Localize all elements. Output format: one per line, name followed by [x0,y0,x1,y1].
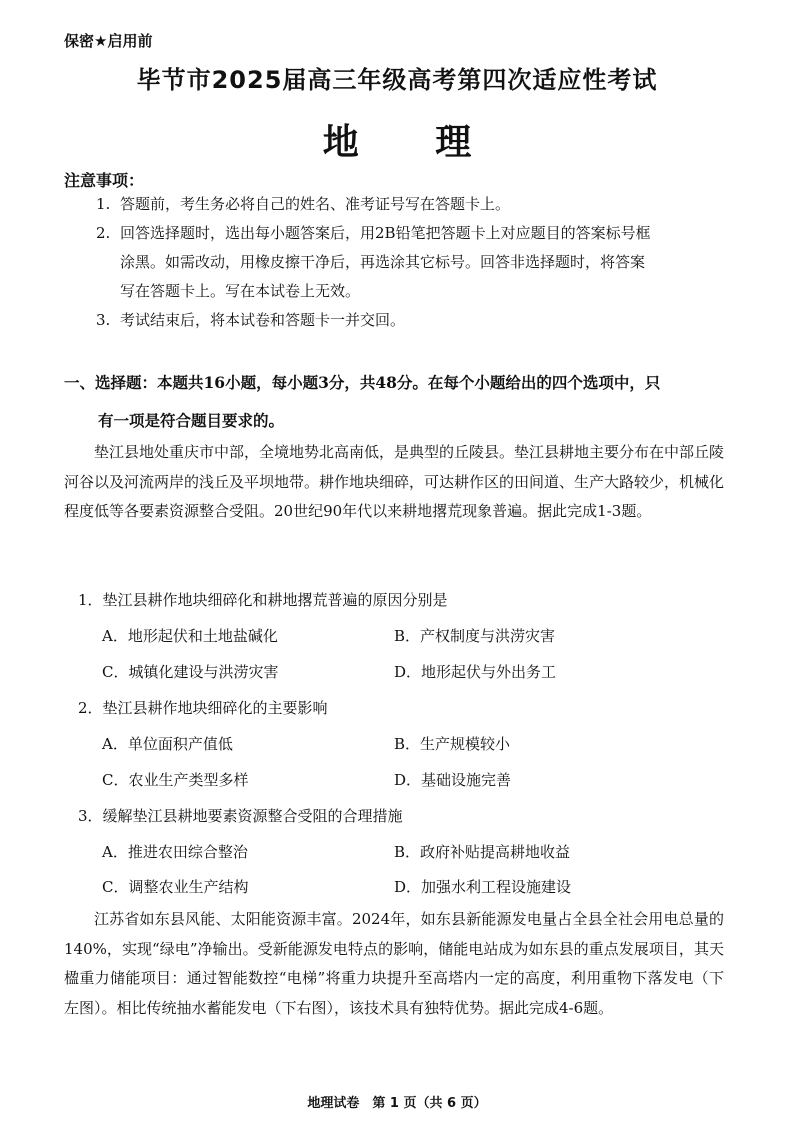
option-d: D．地形起伏与外出务工 [394,663,557,681]
notes-heading: 注意事项： [64,171,145,190]
option-c: C．农业生产类型多样 [102,771,249,789]
subject-title: 地 理 [322,122,504,163]
section-heading-line: 有一项是符合题目要求的。 [98,411,285,430]
question-stem: 2．垫江县耕作地块细碎化的主要影响 [78,699,328,717]
page-footer: 地理试卷 第 1 页（共 6 页） [307,1096,487,1111]
question-stem: 1．垫江县耕作地块细碎化和耕地撂荒普遍的原因分别是 [78,591,448,609]
section-heading-line: 一、选择题：本题共16小题，每小题3分，共48分。在每个小题给出的四个选项中，只 [64,373,661,392]
passage-text: 垫江县地处重庆市中部，全境地势北高南低，是典型的丘陵县。垫江县耕地主要分布在中部丘陵河谷以及河流两岸的浅丘及平坝地带。耕作地块细碎，可达耕作区的田间道、生产大路较少，机械化程度低等各要素资源整合受阻。20世纪90年代以来耕地撂荒现象普遍。据此完成1-3题。 [64,443,725,520]
option-b: B．生产规模较小 [394,735,511,753]
note-text: 答题前，考生务必将自己的姓名、准考证号写在答题卡上。 [120,195,511,213]
exam-title: 毕节市2025届高三年级高考第四次适应性考试 [136,66,658,94]
option-d: D．基础设施完善 [394,771,512,789]
confidential-label: 保密★启用前 [64,32,153,50]
option-d: D．加强水利工程设施建设 [394,878,572,896]
option-a: A．推进农田综合整治 [102,843,248,861]
passage-rudong [64,905,724,1023]
option-a: A．地形起伏和土地盐碱化 [102,627,278,645]
option-a: A．单位面积产值低 [102,735,233,753]
note-text: 回答选择题时，选出每小题答案后，用2B铅笔把答题卡上对应题目的答案标号框 [120,224,651,242]
note-text: 考试结束后，将本试卷和答题卡一并交回。 [120,311,406,329]
option-b: B．产权制度与洪涝灾害 [394,627,556,645]
note-text: 涂黑。如需改动，用橡皮擦干净后，再选涂其它标号。回答非选择题时，将答案 [120,253,646,271]
note-item [96,190,716,219]
note-number: 1. [96,195,111,213]
section-heading [64,364,724,440]
option-c: C．城镇化建设与洪涝灾害 [102,663,279,681]
option-b: B．政府补贴提高耕地收益 [394,843,571,861]
note-number: 2. [96,224,111,242]
note-item [96,219,716,306]
option-c: C．调整农业生产结构 [102,878,249,896]
note-text: 写在答题卡上。写在本试卷上无效。 [120,282,361,300]
note-number: 3. [96,311,111,329]
passage-dianjiang [64,438,724,527]
note-item [96,306,716,335]
question-stem: 3．缓解垫江县耕地要素资源整合受阻的合理措施 [78,807,403,825]
passage-text: 江苏省如东县风能、太阳能资源丰富。2024年，如东县新能源发电量占全县全社会用电总量的140%，实现“绿电”净输出。受新能源发电特点的影响，储能电站成为如东县的重点发展项目，其天楹重力储能项目：通过智能数控“电梯”将重力块提升至高塔内一定的高度，利用重物下落发电（下左图）。相比传统抽水蓄能发电（下右图），该技术具有独特优势。据此完成4-6题。 [64,910,724,1017]
